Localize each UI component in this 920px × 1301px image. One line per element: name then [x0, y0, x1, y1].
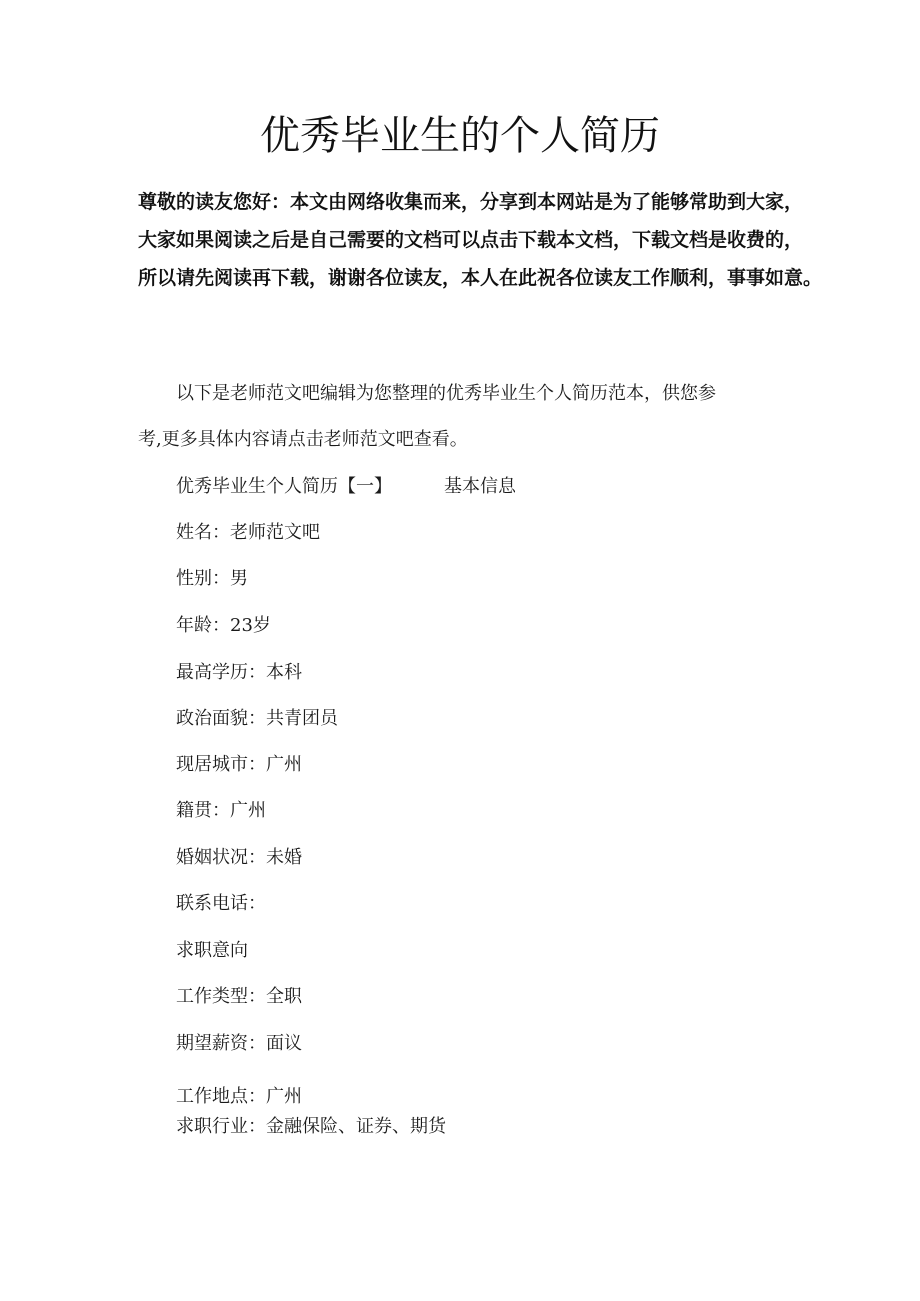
field-hometown: 籍贯：广州 [176, 800, 266, 821]
section-heading-line [176, 474, 516, 500]
field-gender: 性别：男 [176, 568, 248, 589]
field-education: 最高学历：本科 [176, 662, 302, 683]
document-title: 优秀毕业生的个人简历 [260, 113, 660, 159]
field-work-location: 工作地点：广州 [176, 1086, 302, 1107]
field-age: 年龄：23岁 [176, 615, 271, 636]
intro-line: 以下是老师范文吧编辑为您整理的优秀毕业生个人简历范本，供您参 [176, 383, 716, 404]
job-intention-heading: 求职意向 [176, 940, 248, 961]
field-phone: 联系电话： [176, 893, 266, 914]
basic-info-heading: 基本信息 [444, 476, 516, 497]
intro-paragraph [138, 378, 788, 464]
field-expected-salary: 期望薪资：面议 [176, 1033, 302, 1054]
field-political-status: 政治面貌：共青团员 [176, 708, 338, 729]
field-name: 姓名：老师范文吧 [176, 522, 320, 543]
field-marital-status: 婚姻状况：未婚 [176, 847, 302, 868]
field-job-type: 工作类型：全职 [176, 986, 302, 1007]
field-industry: 求职行业：金融保险、证券、期货 [176, 1116, 446, 1137]
section-heading: 优秀毕业生个人简历【一】 [176, 476, 392, 497]
field-current-city: 现居城市：广州 [176, 754, 302, 775]
notice-line: 所以请先阅读再下载，谢谢各位读友，本人在此祝各位读友工作顺利，事事如意。 [138, 267, 823, 289]
reader-notice [138, 186, 823, 300]
notice-line: 尊敬的读友您好：本文由网络收集而来，分享到本网站是为了能够常助到大家， [138, 191, 804, 213]
notice-line: 大家如果阅读之后是自己需要的文档可以点击下载本文档，下载文档是收费的， [138, 229, 804, 251]
intro-line: 考,更多具体内容请点击老师范文吧查看。 [138, 429, 468, 450]
